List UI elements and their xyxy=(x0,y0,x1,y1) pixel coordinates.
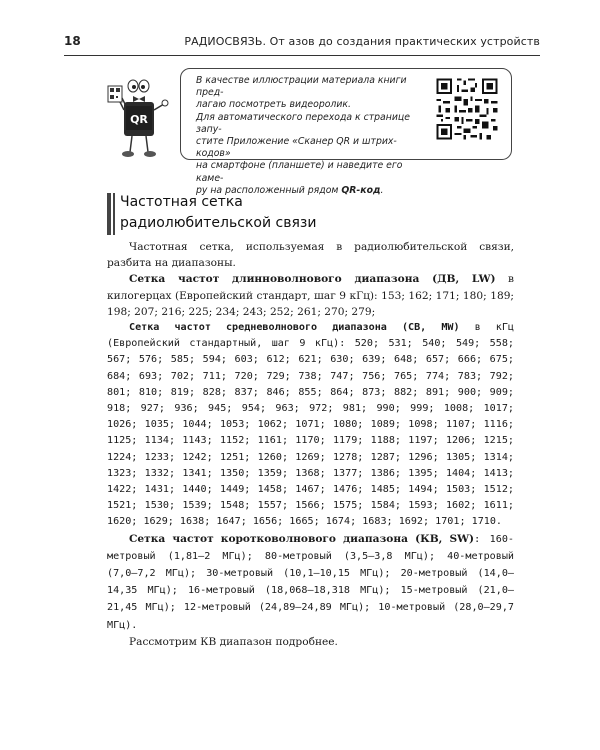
lw-text: в килогерцах (Европейский стандарт, шаг 9 кГц): 153; 162; 171; 180; 189; 198; 207; 216; 225; 234; 243; 252; 261; 270; 279; xyxy=(107,273,514,318)
qr-mascot-icon xyxy=(104,76,174,162)
lw-paragraph xyxy=(107,271,514,320)
mw-paragraph xyxy=(107,320,514,531)
section-title-line-1: Частотная сетка xyxy=(120,194,243,210)
note-line: стите Приложение «Сканер QR и штрих-кодов» xyxy=(196,136,397,160)
note-line: Для автоматического перехода к странице запу- xyxy=(196,111,410,135)
mascot-label: QR xyxy=(130,113,148,126)
running-title: РАДИОСВЯЗЬ. От азов до создания практических устройств xyxy=(184,35,540,48)
sw-paragraph xyxy=(107,531,514,634)
sw-text: : 160-метровый (1,81–2 МГц); 80-метровый (3,5–3,8 МГц); 40-метровый (7,0–7,2 МГц); 30-метровый (10,1–10,15 МГц); 20-метровый (14,0–14,35 МГц); 16-метровый (18,068–18,318 МГц); 15-метровый (21,0–21,45 МГц); 12-метровый (24,89–24,89 МГц); 10-метровый (28,0–29,7 МГц). xyxy=(107,533,514,631)
sw-label: Сетка частот коротковолнового диапазона (КВ, SW) xyxy=(129,532,475,545)
note-line: В качестве иллюстрации материала книги пред- xyxy=(196,75,407,99)
section-title-bar xyxy=(107,193,111,235)
note-qr-emph: QR-код xyxy=(341,184,381,196)
qr-code-icon[interactable] xyxy=(434,76,500,142)
body-text xyxy=(107,239,514,650)
intro-paragraph: Частотная сетка, используемая в радиолюбительской связи, разбита на диапазоны. xyxy=(107,241,514,270)
section-title xyxy=(120,192,420,234)
note-line: на смартфоне (планшете) и наведите его каме- xyxy=(196,160,403,184)
note-line-prefix: ру на расположенный рядом xyxy=(196,184,342,196)
page-number: 18 xyxy=(64,34,81,48)
mw-text: в кГц (Европейский стандартный, шаг 9 кГц): 520; 531; 540; 549; 558; 567; 576; 585; 594; 603; 612; 621; 630; 639; 648; 657; 666; 675; 684; 693; 702; 711; 720; 729; 738; 747; 756; 765; 774; 783; 792; 801; 810; 819; 828; 837; 846; 855; 864; 873; 882; 891; 900; 909; 918; 927; 936; 945; 954; 963; 972; 981; 990; 999; 1008; 1017; 1026; 1035; 1044; 1053; 1062; 1071; 1080; 1089; 1098; 1107; 1116; 1125; 1134; 1143; 1152; 1161; 1170; 1179; 1188; 1197; 1206; 1215; 1224; 1233; 1242; 1251; 1260; 1269; 1278; 1287; 1296; 1305; 1314; 1323; 1332; 1341; 1350; 1359; 1368; 1377; 1386; 1395; 1404; 1413; 1422; 1431; 1440; 1449; 1458; 1467; 1476; 1485; 1494; 1503; 1512; 1521; 1530; 1539; 1548; 1557; 1566; 1575; 1584; 1593; 1602; 1611; 1620; 1629; 1638; 1647; 1656; 1665; 1674; 1683; 1692; 1701; 1710. xyxy=(107,322,514,528)
note-line-suffix: . xyxy=(380,184,384,196)
note-text xyxy=(196,75,426,197)
lw-label: Сетка частот длинноволнового диапазона (ДВ, LW) xyxy=(129,273,496,286)
section-title-bar-thin xyxy=(113,193,115,235)
section-title-line-2: радиолюбительской связи xyxy=(120,215,317,231)
header-rule xyxy=(64,55,540,56)
page-header xyxy=(64,34,540,52)
closing-paragraph: Рассмотрим КВ диапазон подробнее. xyxy=(129,635,338,648)
mw-label: Сетка частот средневолнового диапазона (СВ, MW) xyxy=(129,322,460,334)
note-line: лагаю посмотреть видеоролик. xyxy=(196,99,351,111)
